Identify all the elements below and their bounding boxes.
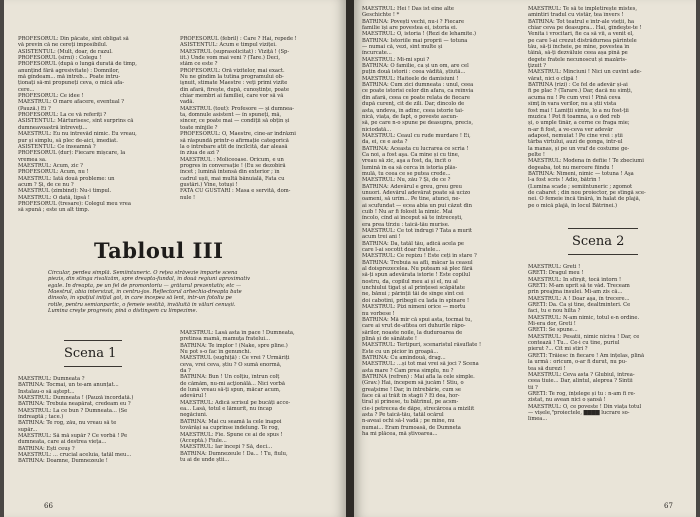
text-line: MAESTRUL: Dumneata ? [18,376,85,382]
text-line: tea să durezi ! [528,365,566,372]
text-line: Geschichte ! * [362,12,400,19]
text-line: MAESTRUL: Dumneata ! (Pauză încordată.) [18,395,134,402]
text-line: cadrul ușii, mai multă bănuială, Fata cu [180,175,285,182]
text-line: GRETI: Trăiesc în fiecare ! Am înțelas, plină [528,352,645,359]
text-line: MAESTRUL: Mi-mi spui ? [362,56,430,63]
text-line: PROFESORUL: O, Maestre, cine-ar îndrăzni [180,131,296,138]
text-line: MAESTRUL: Iată două probleme: un [18,175,115,182]
text-line: MAESTRUL: Hei ! Das ist eine alte [362,6,454,12]
scene-2-title: Scena 2 [572,234,625,249]
text-line: cie-i petrecea de dăpe, strecărcea a mizilit [362,405,475,412]
text-line: era prea tîrziu : taică-tău murise. [362,221,450,228]
text-line: ționați să-mi propuneți ceva, o mică afa- [18,80,124,87]
text-line: BĂTRÎNA: Mai cu seamă la cele înapoi [180,418,282,425]
text-line: PROFESORUL: Oră vizitelor, mai exact. [180,67,285,74]
text-line: ceva, vrei ceva, știu ? O sumă enormă, [180,361,282,368]
text-line: (Pauză.) Ei ? [18,105,51,112]
text-line: BĂTRÎNA: Trebuia neapărat, credeam eu ? [18,401,131,408]
text-line: PROFESORUL (tresare): Colegul meu vrea [18,200,131,207]
text-line: pe care l-ai crezut distrădurnea părintele [528,37,637,44]
scene-rule-bottom [64,366,122,367]
text-line: ce poate istorisi celor din afara, ca reînvia [362,88,474,95]
text-line: cere... [18,86,35,93]
text-line: l-a fost scris ! Adio, bătrîn ! [528,177,601,184]
text-line: MAESTRUL (zîmbind): Nu-i timpul. [18,188,112,195]
scene-rule-top [64,340,122,341]
text-line: MAESTRUL : Moliceoase. Oricum, e un [180,156,284,163]
text-line: dumneata, care ai destrea vieța... [18,439,107,446]
text-line: adapost, nemuiat ! Pe cine vrei : știi [528,132,623,139]
text-line: ASISTENTUL: (Mult, doar, de razul. [18,48,113,55]
text-line: prin preajma insulei. Mi-am zis că... [528,289,623,296]
text-line: MAESTRUL: ... crucial aceluia, tatăl meu... [18,452,132,459]
text-line: MAESTRUL (tout): Profesore — și dumnea- [180,105,295,112]
text-line: tiral și prinese, tu bătrînul, pe acsm- [362,399,459,406]
text-line: MAESTRUL: Tertipuri, scenaristul răsuflate ! [362,342,482,349]
text-line: de cămăm, nu-mi acţionălă... Nici vorbă [180,380,285,387]
text-line: PROFESORUL: Ce idee ! [18,93,84,100]
text-line: vadă. [180,99,195,106]
text-line: işnuit, stimate Maestre : veți primi vizite [180,80,288,87]
text-line: negăciuni. [180,412,208,419]
text-line: MAESTRUL: Fie. Spune ce ai de spus ! [180,431,283,438]
text-line: BĂTRÎNA: Tot teatrul e într-ale vieții, ha [528,18,635,25]
text-line: BĂTRÎNA: Bun ! Un colțiu, întrun colț [180,374,280,381]
text-line: tovărăși sa cuprinse îndelung. Te rog, [180,425,280,432]
text-line: BĂTRÎNA: O familie, ca și un om, are cel [362,63,469,70]
text-line: ne, bănui ; părinții tăi de sînge sînt cei [362,291,464,298]
text-line: iit.) Unde vom mai veni ? (Tare.) Deci, [180,55,280,62]
text-line: acum ? Și, de ce nu ? [18,181,74,188]
text-line: asta ? Pe taică-tău, tatăl ocărul [362,412,444,418]
intro-line: rotile, pentru semianpartic, o femeie vestită, învăluită în văluri cenușii. [48,301,236,308]
text-line: încet ; lumină intensă din exterior ; în [180,169,280,176]
text-line: — numai că, vezi, sînt multe și [362,44,443,51]
text-line: încolo, cînd ai început să te întrecești, [362,215,463,222]
text-line: sărilor, noaste noile, la duduroarea de [362,329,463,336]
text-line: FATA CU GUSTĂRI : Masa e servită, dom- [180,188,291,195]
text-line: greaţsime ! Dar, în întrebărie, cum se [362,386,461,393]
text-line: GRETI: M-am uprit să te văd. Treceam [528,283,630,290]
text-line: BĂTRÎNA: Doamne, Dumnezeule ! [18,458,108,465]
text-line: BĂTRÎNA: Cum zici dumneata : unul, ceea [362,82,474,89]
text-line: MAESTRUL: O dată, lipsă ! [18,194,90,201]
text-line: și, o umple tînăr, a cerne ce fraga mie; [528,120,630,127]
text-line: tărba vîrtului, auzi de gonga, într-ul [528,139,623,146]
text-line: PROFESORUL (dur): Fiecare mișcare, la [18,150,126,157]
text-line: PROFESORUL: Acum, nu ! [18,169,89,176]
text-line: MAESTRUL: Iar începi ? Să, deci... [180,444,273,451]
text-line: unchiului tigat și al prințesei scăpătate [362,285,465,292]
text-line: ea... Lasă, totul e lămurit, nu încap [180,406,273,413]
text-line: Nu pot s-o fac în genunchi. [180,349,252,356]
text-line: asta, undeva, în adînc, ceea istorie tai- [362,107,464,114]
text-line: — vișele,"proiectele, ████ lucrare so- [528,409,630,416]
text-line: Nu ne gîndim la tutina programului ob- [180,74,284,81]
book-gutter [346,0,354,517]
right-text-column-2-bottom [528,264,688,423]
text-line: MAESTRUL: Ce tot îndrugi ? Tata a murit [362,228,473,235]
text-line: PROFESORUL (după o lungă durată de timp, [18,61,137,68]
text-line: toate mînjile ? [180,124,218,131]
intro-line: Circular, perdea simplă. Semiîntuneric. O rețea străveziе împarte scena [48,270,238,276]
left-page [4,0,346,517]
text-line: mulă, tu ceea ce se putea crede... [362,170,451,177]
text-line: faci, tu e nou hilta ? [528,308,581,315]
text-line: da ? [180,368,191,375]
text-line: MAESTRUL: Minciuni ! Nici un cuvînt ade- [528,69,642,76]
text-line: BĂTRÎNA: Dumnezeule ! Da... ! Tu, fiulu, [180,450,288,457]
text-line: MAESTRUL: O, istoria ! (Rezî de lehamite.) [362,31,477,38]
text-line: MAESTRUL: Eu nu întrevăd nimic. Eu vreau, [18,131,137,138]
text-line: GRETI: Da. Ca și tine, dealtminteri. Ce [528,302,631,309]
text-line: MAESTRUL: Modena în defiie ! Te zbeciumi [528,158,644,165]
text-line: MAESTRUL: Te să te impletirește mistes, [528,6,638,12]
text-line: MAESTRUL: Ceva asta ? Glubiul, întrea- [528,371,635,378]
text-line: chiar ceva pe deasupra... Hai, gîndeşte-te ! [528,25,642,32]
text-line: ai scufundat — ecea abia un pui căzut din [362,202,472,209]
text-line: unuori. Adevărul adevărat poate să ucizo [362,189,471,196]
text-line: să spună ; este un alt timp. [18,207,90,214]
bottom-text-column-right [180,330,338,463]
text-line: BĂTRÎNA: Mă mir că spui asta, tocmai tu, [362,316,473,323]
text-line: gustări.) Vine, totuși ! [180,181,238,188]
text-line: al doisprezecelea. Nu puteam să plec fără [362,266,473,273]
text-line: MAESTRUL (sughiță) : Ce vrei ? Urmăriți [180,355,290,362]
text-line: care ai vrut de-atîtea ori duhurile răpo- [362,323,466,330]
text-line: Ca noi, a fost aşa. Ca mine și cu tine, [362,151,460,158]
text-line: MAESTRUL: Pizi nimeni orice — mortu [362,304,466,311]
text-line: anunțînd fără agresivitate) : Domnilor, [18,67,120,74]
text-line: adevărul ! [180,393,207,400]
text-line: progres în conversație ! (Eu se dezobiră [180,162,286,169]
text-line: muzica ! Pot fi toamna, a o ded reb [528,113,620,120]
text-line: chiar membri ai familiei, care vor să vă [180,93,284,100]
text-line: da, ei, ce e asta ? [362,139,408,146]
text-line: BĂTRÎNA: Adevărul e greu, greu greu [362,183,462,190]
text-line: MAESTRUL: O, ce poveste ! Din viața totul [528,403,642,410]
intro-line: dinsolo, în spațiul inițial gol, în care începea să lent, într-un fotoliu pe [48,295,232,302]
text-line: să, pe care n-o spune pe deasupra, precis, [362,120,474,127]
text-line: vremea sa. [18,156,47,163]
text-line: MAESTRUL: A ! Doar aşa, în trecere... [528,295,630,302]
text-line: pretinsa mamă, mamuța fratelui... [180,336,271,343]
text-line: GRETI: Se spune... [528,327,578,334]
text-line: MAESTRUL: Pesatii, nimic niciva ! Dar, ce [528,333,640,340]
text-line: care l-ai socotit doar fratele... [362,247,441,254]
text-line: tii ? [528,384,538,391]
text-line: face că ai trăit în stagii ? Ei dea, hor- [362,392,460,399]
text-line: îndreaptă ; tace.) [18,414,64,421]
text-line: vreau să zic, aşa a fost, da, încît o [362,158,452,165]
text-line: supăr... [18,426,38,433]
text-line: tău, să-ți încheie, pe mine, povestea în [528,44,630,51]
right-page [354,0,696,517]
text-line: fost mai ! Lamiții simte, lo a nu fost-ții [528,107,629,114]
text-line: Instalau-o să aştept... [18,388,75,395]
text-line: GRETI: Dragul meu ! [528,270,584,277]
top-text-column-right [180,36,338,201]
text-line: contează ! Tu... Ce-i cu tine, puriul [528,340,620,347]
text-line: ASISTENTUL: Ce înseamnă ? [18,143,96,150]
text-line: MAESTRUL: ...și tot mai vrei să joci ? Scena [362,361,479,368]
text-line: mă gîndeam... mă întreb... Poate intru- [18,74,121,81]
intro-line: piezis, din stînga rivalizăm, spre dreapta-fundal, în două regiuni aproximativ [48,276,251,283]
text-line: (Grav.) Hai, începem să jucăm ! Stiu, o [362,380,464,387]
text-line: PROFESORUL (febril) : Care ? Hai, repede ! [180,36,297,42]
text-line: BĂTRÎNA: Te rog, zău, nu vreau să te [18,420,117,427]
text-line: din afară, ceea ce poate relata de fiecare [362,94,470,101]
text-line: MAESTRUL: La ce bun ? Dumneata... (Se [18,407,128,414]
right-text-column-2 [528,6,688,209]
text-line: Mi-era dor, Greti ! [528,321,576,328]
text-line: sîmţ în vara verilor, nu a știi vista [528,101,617,108]
text-line: BĂTRÎNA: Tocmai, un te-am anunțat... [18,382,119,389]
text-line: nu vorbese ! [362,310,395,317]
text-line: niciodată... [362,126,392,133]
text-line: după curenț, cit de zili. Dar, dincolo de [362,101,465,108]
text-line: să-ți spun adevărata istorie ! Este copilul [362,272,471,279]
text-line: Este cu un picior în groapă... [362,348,439,355]
text-line: din afară, firește, după, cunoștințe, poate [180,86,290,93]
text-line: plină și de sănătate ! [362,335,417,342]
text-line: n-ar fi fost, a ve-ceva ver adevăr [528,126,613,133]
intro-line: egale. În dreapta, pe un fel de promontoriu — grătarul prezentativ, etc — [48,282,242,289]
text-line: pur și simplu, să plec de-aici, imediat. [18,137,118,144]
text-line: lumină în ea să cerca în istoria plăs- [362,164,458,171]
text-line: MAESTRUL: Nu, zău ? Și, de ce ? [362,177,451,184]
page-number-left: 66 [44,502,53,510]
text-line: ţizuit ? [528,63,546,70]
text-line: ASISTENTUL: Mărturisesc, sînt surprins că [18,118,134,125]
text-line: de cabaret ; din nou proiector, pe stîngă sce- [528,189,646,196]
text-line: la manas, și pe un vraf de costume ge- [528,145,630,152]
text-line: numai... Eram frumoasă, de Dumneta [362,424,461,431]
act-intro-stage-directions [48,270,338,314]
text-line: (Acceptă.) Fiule... [180,437,227,444]
text-line: nică, viața, de fapt, o poveste ascun- [362,113,458,120]
text-line: puțin două istorii : ceea vădită, știută... [362,69,466,76]
text-line: acum trei ani ! [362,234,401,241]
text-line: amintiri tradul cu vistăr, tea învers ! [528,12,624,19]
text-line: GRETI: Te rog, înțelege și tu : n-am fi re- [528,390,636,397]
text-line: ASISTENTUL: Acum e timpul viziței. [180,42,277,49]
text-line: BĂTRÎNA (rîzi) : Ce fel de adevăr și-ai [528,82,628,89]
text-line: zistat, nu avean nici o șansă ! [528,397,606,404]
text-line: stăm ce este ? [180,61,218,68]
text-line: BĂTRÎNA: Aceasta cu lucrarea ce scria ! [362,145,469,152]
text-line: MAESTRUL: Să mă supăr ? Ce vorbă ! Pe [18,433,128,440]
text-line: n-aveai ochi să-l vadă ; pe mine, nu [362,418,455,425]
text-line: acuma nu ! Pe cum vrei ! Pînă ceva [528,94,621,101]
text-line: vă previn că ne cereți imposibilul. [18,42,108,49]
text-line: familie își are povestea ei, istoria ei. [362,25,458,32]
text-line: BĂTRÎNA: Trebuia sa afli, măcar la ceasul [362,259,473,266]
text-line: BĂTRÎNA: Cu amîndouă, drag... [362,354,446,361]
text-line: la o întrebare atît de încîlcită, dar aleasă [180,143,288,150]
text-line: pierut ?... Cît mi stiri ? [528,346,588,353]
text-line: cuib ! Nu ar fi folosit la nimic. Mai [362,209,453,215]
top-text-column-left [18,36,173,214]
text-line: vărat, nici o clipă ! [528,75,578,82]
text-line: BĂTRÎNA: Istoriile mai proprii — totuna [362,37,468,44]
text-line: asta mare ? Cam prea simplu, nu ? [362,367,454,374]
text-line: (Lumina scade ; semiîntuneric ; zgomot [528,183,633,190]
scene-2-rule-bottom [568,254,638,255]
text-line: MAESTRUL: Ceaul cu rude murdare ! Ei, [362,132,471,139]
text-line: oameni, să urîm... Pe tine, atunci, ne- [362,196,461,203]
text-line: ceea tiuie... Dar, alintul, aleprea ? Sîntii [528,378,633,385]
scene-2-rule-top [568,228,638,229]
text-line: de lună vreau să-ți spun, măcar acum, [180,387,281,394]
text-line: BĂTRÎNA: Ești ceuș ? [18,445,75,452]
text-line: BĂTRÎNA: Nimeni, nimic — totuna ! Aşa [528,170,634,177]
intro-line: Maestrul, abia intervizat, în centru-jos. Reflectorul arhechia-dreapta bate [48,289,242,296]
text-line: tu ai de unde știi... [180,456,230,463]
text-line: BĂTRÎNA (refren) : Mai afla la cele simple. [362,373,475,380]
text-line: degete fratele necunoscut și mazăris- [528,56,627,63]
bottom-text-column-left [18,376,173,465]
text-line: pe o mică plajă, în locul Bătrînei.) [528,202,617,209]
text-line: degeaba, tot nu mercere fiindu ! [528,164,614,171]
text-line: PROFESORUL: La ce vă referiți ? [18,112,107,119]
text-line: PROFESORUL (sîrni) : Colegu ! [18,55,102,62]
text-line: ha mi plăcea, mă știvoarea... [362,431,438,438]
text-line: să răspundă printr-o afirmație categorică [180,137,289,144]
intro-line: Lumina creşte progresiv, pînă o distingem cu limpezime. [48,308,198,315]
text-line: nule ! [180,194,196,201]
text-line: Venita i vrocitari, fie ca să vii, a venit el, [528,31,634,38]
text-line: tăină, să-ți dezvăluie ceea așa pînă pe [528,50,628,57]
text-line: pelte ! [528,151,545,158]
text-line: MAESTRUL (suprasolicitat) : Viziță ! (Sp- [180,48,290,55]
text-line: MAESTRUL: În sfîrșit, tocă întorn ! [528,276,622,283]
text-line: încurcate... [362,50,392,57]
text-line: MAESTRUL: Ce repizu ! Este ceți în stare ? [362,253,477,260]
act-title: Tabloul III [94,238,224,263]
text-line: MAESTRUL: Lasă asta în pace ! Dumneata, [180,330,295,336]
text-line: nostru, da, copilul meu ai și el, nu al [362,278,458,285]
text-line: MAESTRUL: Adică scrisul pe bucăți acce- [180,399,291,406]
text-line: fi pe plac ? (Tarare.) Dar, dacă nu simți, [528,88,633,95]
text-line: MAESTRUL: Greti ! [528,264,581,270]
text-line: MAESTRUL: Haiteele de damisiuni ! [362,75,459,82]
text-line: la urmă : oricum, o-ar fi durut, nu pu- [528,359,627,366]
text-line: nei. O femeie încă tînără, în halat de plajă, [528,196,641,203]
text-line: ta, domnule asistent — în spuneți, mă, [180,112,282,119]
scene-1-title: Scena 1 [64,346,117,361]
right-text-column-1 [362,6,522,437]
text-line: doi cabotini, pribegii cu lada în spinare ! [362,297,470,304]
text-line: BĂTRÎNA: Te implor ! (Nake, spre pline.) [180,342,288,349]
text-line: MAESTRUL: O mare afacere, eventual ? [18,99,125,106]
text-line: dumneavoastră întreveți... [18,124,88,131]
text-line: lîmea... [528,416,548,423]
page-number-right: 67 [664,502,673,510]
text-line: în ziua de azi ? [180,150,220,157]
text-line: MAESTRUL: N-am nimic, totul e-n ordine. [528,314,640,321]
text-line: sincer, ce poate mai — condiții să obțin și [180,118,290,125]
text-line: PROFESORUL: Din păcate, sînt obligat să [18,36,129,42]
text-line: BĂTRÎNA: Da, tatăl tău, adică acela pe [362,240,464,247]
text-line: BĂTRÎNA: Povești vechi, nu-i ? Fiecare [362,18,465,25]
text-line: MAESTRUL: Acum, zic ? [18,162,83,169]
